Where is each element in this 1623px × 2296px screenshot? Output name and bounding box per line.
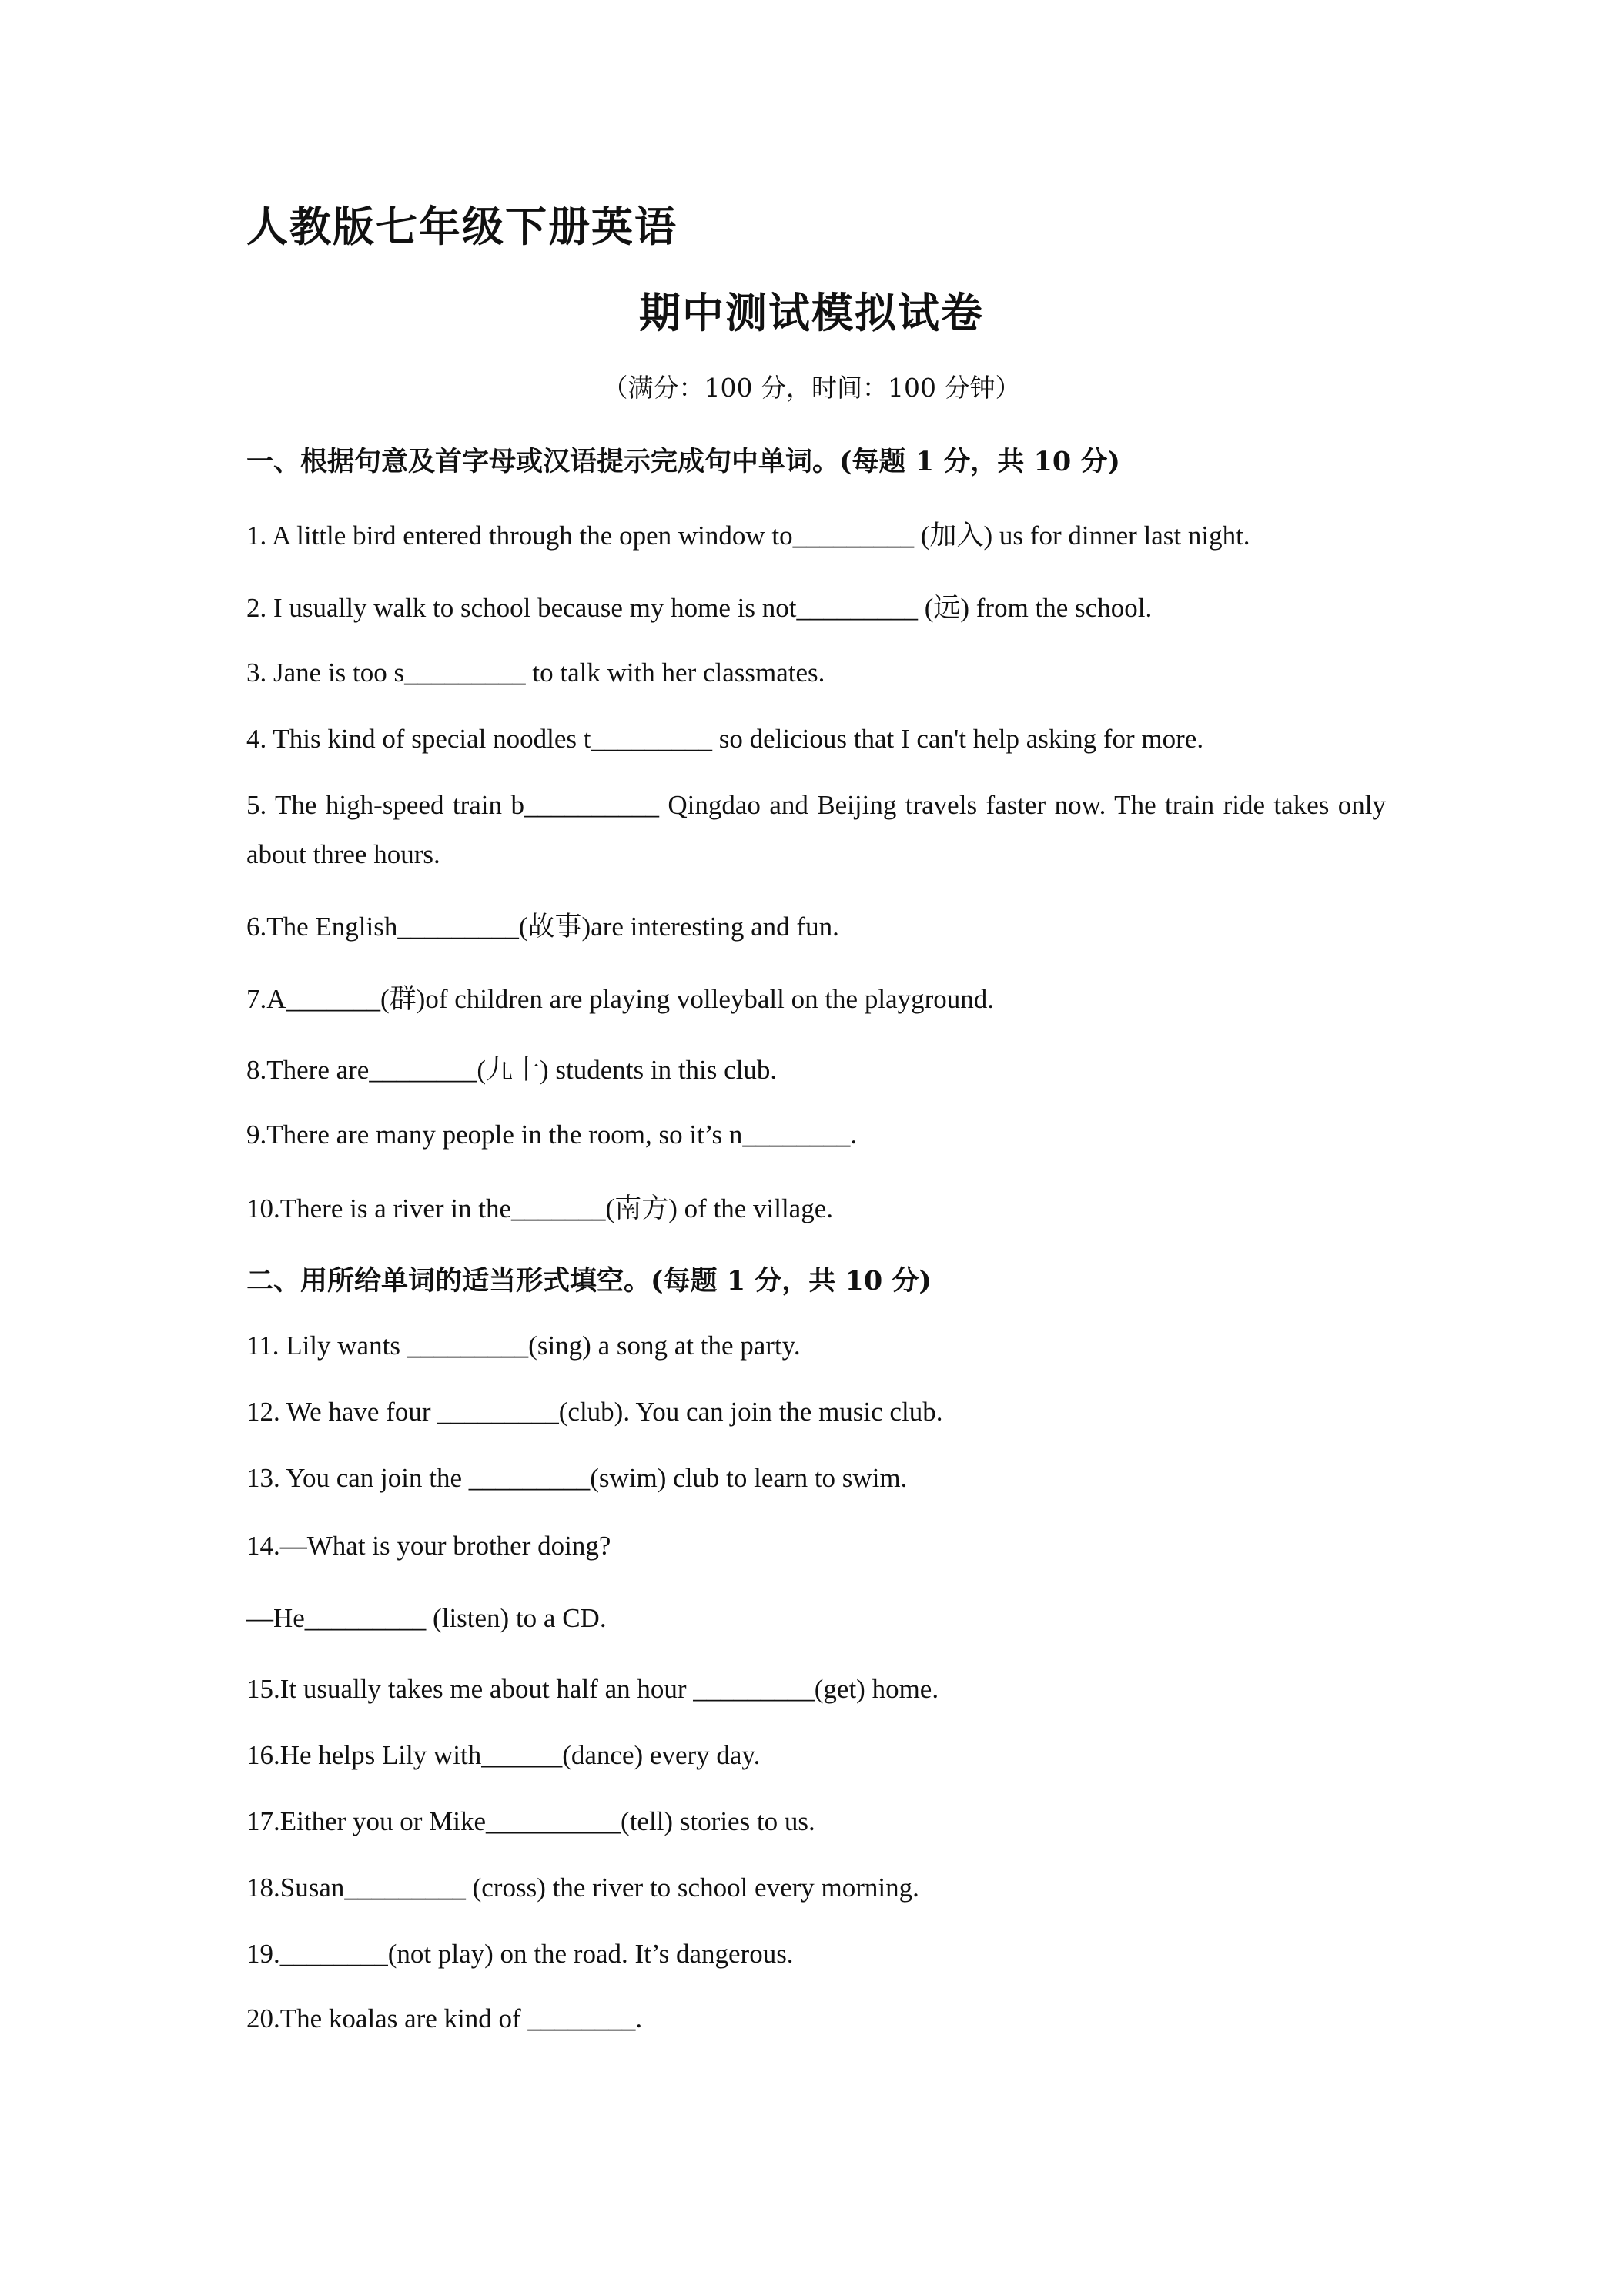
page-subtitle: 期中测试模拟试卷: [639, 288, 984, 337]
question-6: 6.The English_________(故事)are interesting and fun.: [246, 912, 839, 942]
question-12: 12. We have four _________(club). You can join the music club.: [246, 1397, 943, 1427]
question-16: 16.He helps Lily with______(dance) every day.: [246, 1740, 761, 1770]
question-20: 20.The koalas are kind of ________.: [246, 2003, 643, 2033]
question-2: 2. I usually walk to school because my home is not_________ (远) from the school.: [246, 593, 1153, 623]
question-9: 9.There are many people in the room, so it’s n________.: [246, 1120, 858, 1150]
section-1-heading: 一、根据句意及首字母或汉语提示完成句中单词。(每题 1 分，共 10 分): [246, 446, 1120, 477]
question-19: 19.________(not play) on the road. It’s dangerous.: [246, 1939, 794, 1969]
question-17: 17.Either you or Mike__________(tell) stories to us.: [246, 1806, 815, 1836]
question-5: 5. The high-speed train b__________ Qingdao and Beijing travels faster now. The train ride takes only about three hours.: [246, 790, 1386, 869]
question-18: 18.Susan_________ (cross) the river to school every morning.: [246, 1873, 919, 1903]
question-14-answer: —He_________ (listen) to a CD.: [246, 1603, 607, 1633]
score-time-note: （满分：100 分，时间：100 分钟）: [602, 373, 1021, 403]
page-title: 人教版七年级下册英语: [246, 202, 678, 251]
question-11: 11. Lily wants _________(sing) a song at the party.: [246, 1330, 801, 1361]
question-1: 1. A little bird entered through the open window to_________ (加入) us for dinner last night.: [246, 520, 1250, 551]
question-10: 10.There is a river in the_______(南方) of the village.: [246, 1193, 834, 1223]
question-15: 15.It usually takes me about half an hour _________(get) home.: [246, 1674, 939, 1704]
question-8: 8.There are________(九十) students in this club.: [246, 1055, 778, 1085]
question-3: 3. Jane is too s_________ to talk with her classmates.: [246, 658, 825, 688]
section-2-heading: 二、用所给单词的适当形式填空。(每题 1 分，共 10 分): [246, 1265, 932, 1297]
question-7: 7.A_______(群)of children are playing volleyball on the playground.: [246, 984, 995, 1014]
question-4: 4. This kind of special noodles t_________ so delicious that I can't help asking for more.: [246, 724, 1204, 754]
question-13: 13. You can join the _________(swim) club to learn to swim.: [246, 1463, 908, 1493]
question-14-prompt: 14.—What is your brother doing?: [246, 1531, 611, 1561]
